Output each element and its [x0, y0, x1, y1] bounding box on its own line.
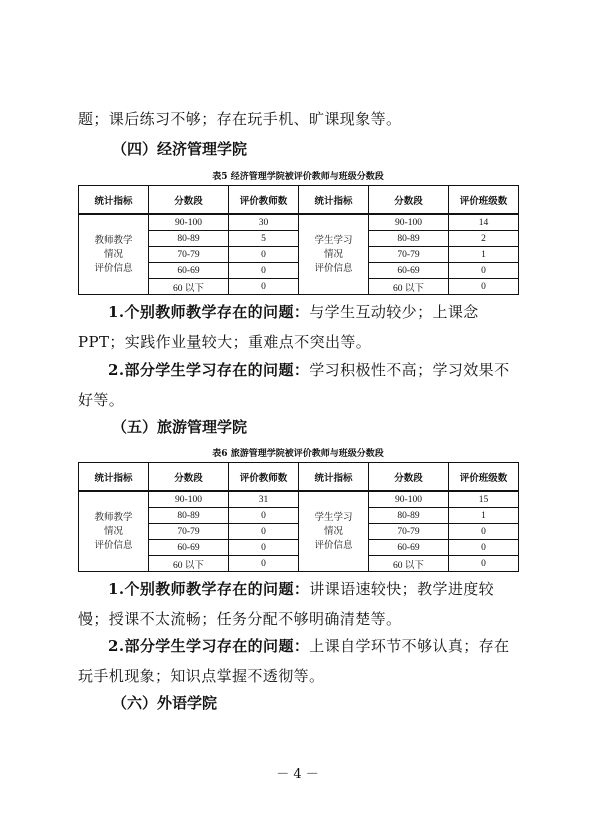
table5 — [78, 185, 519, 295]
group-label-line: 学生学习 — [314, 512, 353, 523]
table-cell: 90-100 — [369, 214, 449, 231]
table-cell: 80-89 — [369, 508, 449, 524]
table-cell: 2 — [449, 231, 519, 247]
group-label-line: 情况 — [323, 249, 343, 260]
table5-header-range-2: 分数段 — [369, 186, 449, 215]
section4-teacher-problems — [78, 297, 518, 357]
table-cell: 80-89 — [149, 231, 229, 247]
table-cell: 0 — [229, 263, 299, 279]
table-cell: 60-69 — [369, 263, 449, 279]
section4-student-problems — [78, 355, 518, 415]
table-cell: 60-69 — [149, 263, 229, 279]
table5-header-row — [79, 186, 519, 215]
group-label-line: 教师教学 — [94, 512, 133, 523]
table-cell: 60 以下 — [149, 279, 229, 295]
problem-text: 讲课语速较快；教学进度较慢；授课不太流畅；任务分配不够明确清楚等。 — [78, 580, 495, 628]
table-cell: 60 以下 — [149, 556, 229, 572]
table5-header-indicator: 统计指标 — [79, 186, 149, 215]
table-cell: 70-79 — [149, 247, 229, 263]
table-cell: 31 — [229, 491, 299, 508]
table6-header-indicator-2: 统计指标 — [299, 463, 369, 492]
section-heading-tourism: （五）旅游管理学院 — [112, 418, 248, 436]
problem-text: 与学生互动较少；上课念 PPT；实践作业量较大；重难点不突出等。 — [78, 303, 479, 351]
table-cell: 0 — [229, 279, 299, 295]
table-cell: 60-69 — [149, 540, 229, 556]
group-label-line: 情况 — [323, 526, 343, 537]
group-label-line: 情况 — [103, 526, 123, 537]
table6-header-class-count: 评价班级数 — [449, 463, 519, 492]
continuation-paragraph: 题；课后练习不够；存在玩手机、旷课现象等。 — [78, 110, 402, 128]
group-label-line: 评价信息 — [94, 540, 133, 551]
section-heading-economics: （四）经济管理学院 — [112, 140, 248, 158]
table6-header-row — [79, 463, 519, 492]
table5-header-indicator-2: 统计指标 — [299, 186, 369, 215]
section5-teacher-problems — [78, 574, 518, 634]
problem-label: 2.部分学生学习存在的问题： — [108, 361, 310, 379]
problem-label: 1.个别教师教学存在的问题： — [108, 303, 310, 321]
table6-teacher-group-label — [79, 491, 149, 572]
table-cell: 80-89 — [149, 508, 229, 524]
table-cell: 90-100 — [369, 491, 449, 508]
table-cell: 70-79 — [369, 247, 449, 263]
table-cell: 15 — [449, 491, 519, 508]
group-label-line: 学生学习 — [314, 235, 353, 246]
table-cell: 0 — [449, 540, 519, 556]
table-cell: 60 以下 — [369, 279, 449, 295]
group-label-line: 评价信息 — [314, 263, 353, 274]
table-row — [79, 491, 519, 508]
table-cell: 0 — [449, 524, 519, 540]
table5-header-teacher-count: 评价教师数 — [229, 186, 299, 215]
table-cell: 30 — [229, 214, 299, 231]
table-cell: 90-100 — [149, 214, 229, 231]
group-label-line: 情况 — [103, 249, 123, 260]
group-label-line: 评价信息 — [314, 540, 353, 551]
group-label-line: 教师教学 — [94, 235, 133, 246]
table-cell: 1 — [449, 508, 519, 524]
table6-caption: 表6 旅游管理学院被评价教师与班级分数段 — [212, 449, 384, 459]
table6-student-group-label — [299, 491, 369, 572]
table5-caption: 表5 经济管理学院被评价教师与班级分数段 — [212, 172, 384, 182]
section-heading-foreign-languages: （六）外语学院 — [112, 694, 218, 712]
table5-header-class-count: 评价班级数 — [449, 186, 519, 215]
table-cell: 0 — [229, 524, 299, 540]
table-cell: 0 — [449, 263, 519, 279]
table5-student-group-label — [299, 214, 369, 295]
group-label-line: 评价信息 — [94, 263, 133, 274]
table-cell: 0 — [449, 556, 519, 572]
table6-header-teacher-count: 评价教师数 — [229, 463, 299, 492]
table5-teacher-group-label — [79, 214, 149, 295]
table-cell: 70-79 — [369, 524, 449, 540]
table6 — [78, 462, 519, 572]
table-cell: 14 — [449, 214, 519, 231]
table-cell: 1 — [449, 247, 519, 263]
table-cell: 5 — [229, 231, 299, 247]
problem-label: 1.个别教师教学存在的问题： — [108, 580, 310, 598]
table-cell: 0 — [229, 247, 299, 263]
table6-header-indicator: 统计指标 — [79, 463, 149, 492]
table-cell: 0 — [229, 540, 299, 556]
table-row — [79, 214, 519, 231]
table-cell: 0 — [449, 279, 519, 295]
table6-header-range-2: 分数段 — [369, 463, 449, 492]
problem-text: 学习积极性不高；学习效果不好等。 — [78, 361, 510, 409]
page-number: － 4 － — [276, 767, 319, 782]
problem-label: 2.部分学生学习存在的问题： — [108, 637, 310, 655]
problem-text: 上课自学环节不够认真；存在玩手机现象；知识点掌握不透彻等。 — [78, 637, 510, 685]
table-cell: 60 以下 — [369, 556, 449, 572]
table-cell: 0 — [229, 556, 299, 572]
table-cell: 90-100 — [149, 491, 229, 508]
table-cell: 80-89 — [369, 231, 449, 247]
table-cell: 70-79 — [149, 524, 229, 540]
table5-header-range: 分数段 — [149, 186, 229, 215]
table6-header-range: 分数段 — [149, 463, 229, 492]
section5-student-problems — [78, 631, 518, 691]
table-cell: 60-69 — [369, 540, 449, 556]
table-cell: 0 — [229, 508, 299, 524]
